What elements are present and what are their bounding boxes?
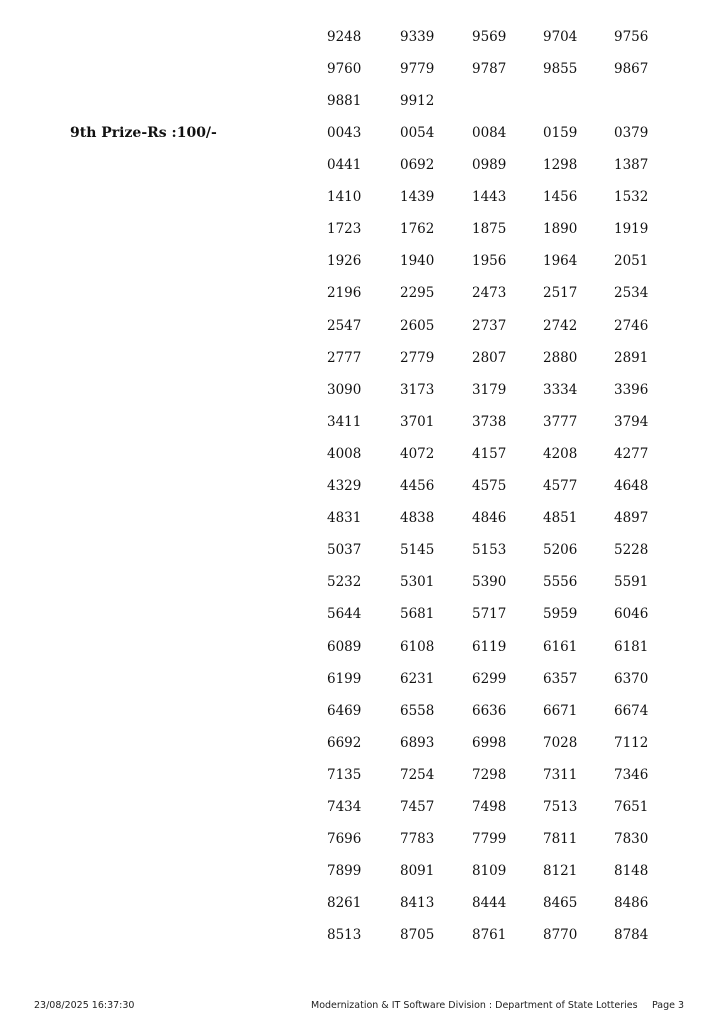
ticket-number: 7457 [400,798,435,815]
ticket-number: 9912 [400,93,435,110]
ticket-number: 1956 [472,253,507,270]
ticket-number: 7799 [472,831,507,848]
footer-timestamp: 23/08/2025 16:37:30 [34,1000,135,1011]
continued-numbers-grid [327,21,707,117]
ticket-number: 6161 [543,638,578,655]
ticket-number: 2880 [543,349,578,366]
ticket-number: 0159 [543,125,578,141]
ticket-number: 8109 [472,863,507,880]
ticket-number: 9760 [327,61,362,78]
ticket-number: 7298 [472,766,507,783]
ticket-number: 4851 [543,510,578,527]
ticket-number: 7696 [327,831,362,848]
ticket-number: 7028 [543,734,578,751]
ticket-number: 0989 [472,157,507,174]
ticket-number: 5228 [614,542,649,559]
ticket-number: 6671 [543,702,578,719]
ticket-number: 2807 [472,349,507,366]
ticket-number: 7513 [543,798,578,815]
ticket-number: 6636 [472,702,507,719]
ticket-number: 3179 [472,381,507,398]
ticket-number: 2605 [400,317,435,334]
ticket-number: 0084 [472,125,507,141]
ticket-number: 7899 [327,863,362,880]
ticket-number: 5390 [472,574,507,591]
ticket-number: 5959 [543,606,578,623]
ticket-number: 3777 [543,413,578,430]
ticket-number: 7434 [327,798,362,815]
ticket-number: 1919 [614,221,649,238]
ticket-number: 2517 [543,285,578,302]
ticket-number: 4008 [327,445,362,462]
ticket-number: 2742 [543,317,578,334]
ticket-number: 5556 [543,574,578,591]
ticket-number: 3701 [400,413,435,430]
ninth-prize-label: 9th Prize-Rs :100/- [70,125,217,141]
ticket-number: 7346 [614,766,649,783]
ticket-number: 6046 [614,606,649,623]
ticket-number: 1387 [614,157,649,174]
ticket-number: 5301 [400,574,435,591]
ticket-number: 5145 [400,542,435,559]
ticket-number: 5206 [543,542,578,559]
ticket-number: 6181 [614,638,649,655]
ticket-number: 3173 [400,381,435,398]
ticket-number: 4277 [614,445,649,462]
page-footer [0,996,724,1016]
ticket-number: 7498 [472,798,507,815]
ticket-number: 1890 [543,221,578,238]
ticket-number: 5037 [327,542,362,559]
ticket-number: 2295 [400,285,435,302]
ticket-number: 7135 [327,766,362,783]
ticket-number: 4456 [400,478,435,495]
ticket-number: 6469 [327,702,362,719]
ticket-number: 2737 [472,317,507,334]
ticket-number: 9248 [327,29,362,45]
ticket-number: 8091 [400,863,435,880]
ticket-number: 9787 [472,61,507,78]
ticket-number: 6108 [400,638,435,655]
ticket-number: 1298 [543,157,578,174]
ticket-number: 0692 [400,157,435,174]
ticket-number: 4838 [400,510,435,527]
ticket-number: 8148 [614,863,649,880]
ticket-number: 6199 [327,670,362,687]
ticket-number: 1723 [327,221,362,238]
ticket-number: 3090 [327,381,362,398]
ticket-number: 3738 [472,413,507,430]
ticket-number: 5232 [327,574,362,591]
ticket-number: 2547 [327,317,362,334]
ticket-number: 4208 [543,445,578,462]
ticket-number: 4831 [327,510,362,527]
ticket-number: 4648 [614,478,649,495]
ticket-number: 4329 [327,478,362,495]
ticket-number: 8705 [400,927,435,944]
ticket-number: 1532 [614,189,649,206]
ticket-number: 7811 [543,831,578,848]
ticket-number: 1762 [400,221,435,238]
ticket-number: 9704 [543,29,578,45]
ticket-number: 6674 [614,702,649,719]
ticket-number: 5681 [400,606,435,623]
ticket-number: 9339 [400,29,435,45]
ticket-number: 3794 [614,413,649,430]
ticket-number: 8784 [614,927,649,944]
ticket-number: 0441 [327,157,362,174]
ticket-number: 0054 [400,125,435,141]
ticket-number: 8413 [400,895,435,912]
ticket-number: 4577 [543,478,578,495]
ticket-number: 8121 [543,863,578,880]
ticket-number: 0043 [327,125,362,141]
ticket-number: 4846 [472,510,507,527]
ticket-number: 9855 [543,61,578,78]
ticket-number: 7254 [400,766,435,783]
ticket-number: 1940 [400,253,435,270]
ticket-number: 2534 [614,285,649,302]
ticket-number: 8465 [543,895,578,912]
ticket-number: 6119 [472,638,507,655]
ticket-number: 7651 [614,798,649,815]
ticket-number: 4072 [400,445,435,462]
ticket-number: 5717 [472,606,507,623]
footer-page-number: Page 3 [652,1000,685,1011]
ticket-number: 8261 [327,895,362,912]
ticket-number: 6299 [472,670,507,687]
ticket-number: 6893 [400,734,435,751]
ticket-number: 8486 [614,895,649,912]
ticket-number: 2746 [614,317,649,334]
ticket-number: 3334 [543,381,578,398]
footer-division: Modernization & IT Software Division : Department of State Lotteries [311,1000,638,1011]
ticket-number: 9867 [614,61,649,78]
ticket-number: 7783 [400,831,435,848]
ticket-number: 6998 [472,734,507,751]
ticket-number: 9881 [327,93,362,110]
ticket-number: 0379 [614,125,649,141]
ticket-number: 6089 [327,638,362,655]
ticket-number: 4897 [614,510,649,527]
ticket-number: 9779 [400,61,435,78]
ticket-number: 2051 [614,253,649,270]
ticket-number: 9756 [614,29,649,45]
ticket-number: 2473 [472,285,507,302]
ticket-number: 1926 [327,253,362,270]
ticket-number: 8513 [327,927,362,944]
ticket-number: 2777 [327,349,362,366]
ticket-number: 5644 [327,606,362,623]
ticket-number: 5153 [472,542,507,559]
ticket-number: 6231 [400,670,435,687]
ticket-number: 1439 [400,189,435,206]
ticket-number: 3411 [327,413,362,430]
ticket-number: 8761 [472,927,507,944]
ticket-number: 9569 [472,29,507,45]
ticket-number: 4575 [472,478,507,495]
ticket-number: 5591 [614,574,649,591]
ticket-number: 3396 [614,381,649,398]
ticket-number: 6558 [400,702,435,719]
ticket-number: 4157 [472,445,507,462]
ticket-number: 1443 [472,189,507,206]
ticket-number: 7830 [614,831,649,848]
ticket-number: 6692 [327,734,362,751]
ticket-number: 1456 [543,189,578,206]
ticket-number: 2779 [400,349,435,366]
ticket-number: 7311 [543,766,578,783]
ticket-number: 1964 [543,253,578,270]
ticket-number: 6357 [543,670,578,687]
ninth-prize-numbers-grid [327,117,707,951]
ticket-number: 2196 [327,285,362,302]
ticket-number: 8770 [543,927,578,944]
ticket-number: 6370 [614,670,649,687]
ticket-number: 8444 [472,895,507,912]
ticket-number: 1875 [472,221,507,238]
ticket-number: 2891 [614,349,649,366]
ticket-number: 7112 [614,734,649,751]
ticket-number: 1410 [327,189,362,206]
